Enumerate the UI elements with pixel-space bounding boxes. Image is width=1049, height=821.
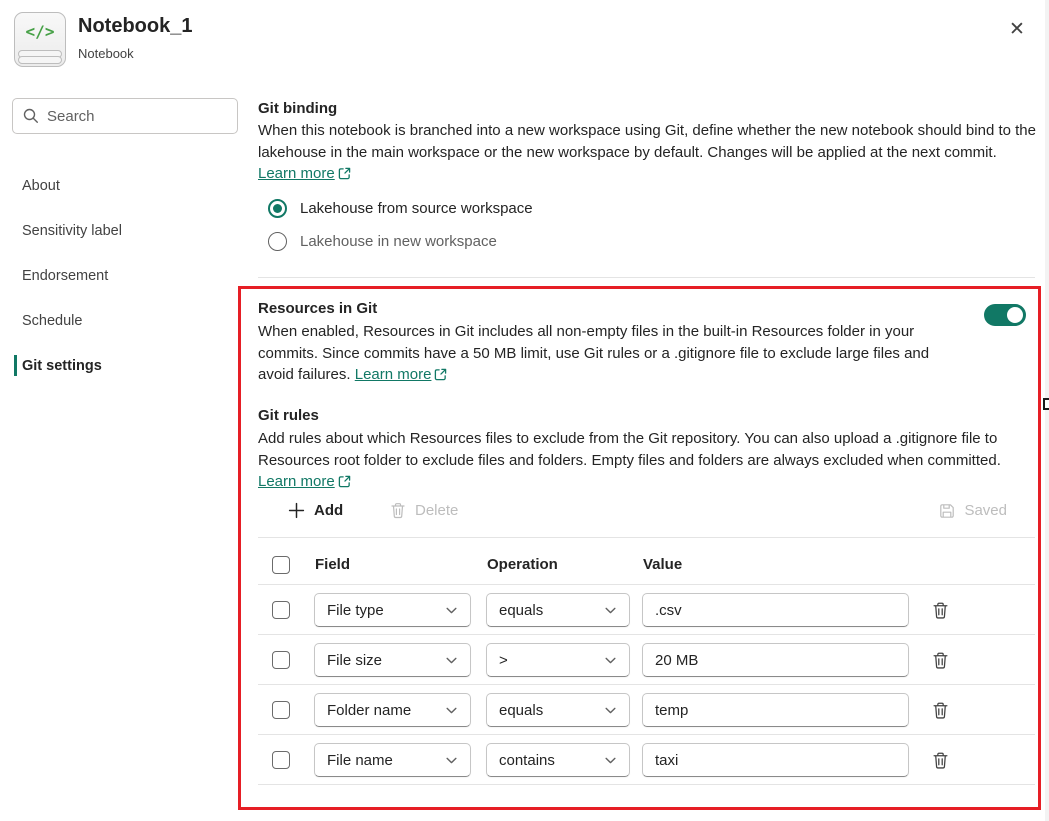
toggle-knob [1007, 307, 1023, 323]
chevron-down-icon [445, 704, 458, 717]
resources-in-git-toggle[interactable] [984, 304, 1026, 326]
trash-icon [390, 502, 406, 519]
delete-row-icon[interactable] [932, 648, 956, 672]
add-rule-button[interactable]: Add [288, 502, 343, 519]
rules-table-body [258, 585, 1035, 785]
chevron-down-icon [604, 604, 617, 617]
delete-row-icon[interactable] [932, 598, 956, 622]
git-binding-description: When this notebook is branched into a new workspace using Git, define whether the new notebook should bind to the lakehouse in the main workspace or the new workspace by default. Changes will be applied at the next commit. Learn more [258, 122, 1036, 182]
rules-table-header [258, 548, 1035, 585]
external-link-icon [338, 475, 351, 488]
section-divider [258, 277, 1035, 278]
search-icon [23, 108, 39, 124]
saved-status-button[interactable]: Saved [939, 502, 1007, 519]
git-rules-learn-more-link[interactable]: Learn more [258, 473, 335, 490]
operation-dropdown[interactable]: equals [486, 593, 630, 627]
sidebar-item-git-settings[interactable]: Git settings [0, 343, 246, 388]
field-dropdown[interactable]: File type [314, 593, 471, 627]
column-header-field: Field [315, 556, 351, 573]
table-row [258, 685, 1035, 735]
field-dropdown[interactable]: Folder name [314, 693, 471, 727]
field-dropdown[interactable]: File name [314, 743, 471, 777]
delete-rule-button[interactable]: Delete [390, 502, 458, 519]
git-rules-section [258, 407, 1040, 493]
external-link-icon [434, 368, 447, 381]
chevron-down-icon [604, 754, 617, 767]
page-title: Notebook_1 [78, 15, 193, 37]
row-checkbox[interactable] [272, 701, 290, 719]
resources-in-git-description: When enabled, Resources in Git includes all non-empty files in the built-in Resources folder in your commits. Since commits have a 50 MB limit, use Git rules or a .gitignore file to exclude large files and avoid failures. Learn more [258, 323, 930, 383]
row-checkbox[interactable] [272, 651, 290, 669]
close-icon[interactable]: ✕ [1005, 18, 1029, 42]
toolbar-divider [258, 537, 1035, 538]
radio-lakehouse-source-workspace[interactable]: Lakehouse from source workspace [268, 199, 1037, 218]
save-icon [939, 503, 955, 519]
table-row [258, 585, 1035, 635]
value-input[interactable] [642, 743, 909, 777]
chevron-down-icon [445, 604, 458, 617]
sidebar-item-schedule[interactable]: Schedule [22, 312, 83, 329]
resources-in-git-title: Resources in Git [258, 300, 378, 317]
chevron-down-icon [604, 654, 617, 667]
code-glyph: </> [25, 22, 55, 41]
screen-edge-strip [1045, 0, 1049, 821]
sidebar-item-about[interactable]: About [22, 177, 60, 194]
radio-selected-icon [268, 199, 287, 218]
select-all-checkbox[interactable] [272, 556, 290, 574]
page-subtitle: Notebook [78, 46, 134, 61]
operation-dropdown[interactable]: equals [486, 693, 630, 727]
git-rules-toolbar [258, 498, 1035, 532]
git-rules-description: Add rules about which Resources files to exclude from the Git repository. You can also upload a .gitignore file to Resources root folder to exclude files and folders. Empty files and folders are always excluded when committed. Learn more [258, 430, 1001, 490]
git-rules-title: Git rules [258, 407, 319, 424]
settings-nav [0, 163, 246, 388]
chevron-down-icon [604, 704, 617, 717]
notebook-icon [14, 12, 66, 67]
value-input[interactable] [642, 643, 909, 677]
chevron-down-icon [445, 754, 458, 767]
chevron-down-icon [445, 654, 458, 667]
delete-row-icon[interactable] [932, 698, 956, 722]
delete-row-icon[interactable] [932, 748, 956, 772]
resources-in-git-section [258, 300, 948, 386]
row-checkbox[interactable] [272, 601, 290, 619]
column-header-operation: Operation [487, 556, 558, 573]
search-input[interactable] [47, 108, 246, 125]
column-header-value: Value [643, 556, 683, 573]
operation-dropdown[interactable]: > [486, 643, 630, 677]
notebook-icon-page [18, 56, 62, 64]
radio-unselected-icon [268, 232, 287, 251]
row-checkbox[interactable] [272, 751, 290, 769]
radio-lakehouse-new-workspace[interactable]: Lakehouse in new workspace [268, 232, 1037, 251]
resources-learn-more-link[interactable]: Learn more [354, 366, 432, 383]
sidebar-item-sensitivity-label[interactable]: Sensitivity label [22, 222, 122, 239]
table-row [258, 635, 1035, 685]
value-input[interactable] [642, 593, 909, 627]
value-input[interactable] [642, 693, 909, 727]
search-box[interactable] [12, 98, 238, 134]
field-dropdown[interactable]: File size [314, 643, 471, 677]
operation-dropdown[interactable]: contains [486, 743, 630, 777]
table-row [258, 735, 1035, 785]
plus-icon [288, 502, 305, 519]
sidebar-item-endorsement[interactable]: Endorsement [22, 267, 109, 284]
screen-edge-artifact [1043, 398, 1049, 410]
git-binding-title: Git binding [258, 100, 338, 117]
git-binding-learn-more-link[interactable]: Learn more [258, 165, 335, 182]
external-link-icon [338, 167, 351, 180]
git-binding-section [258, 100, 1037, 251]
